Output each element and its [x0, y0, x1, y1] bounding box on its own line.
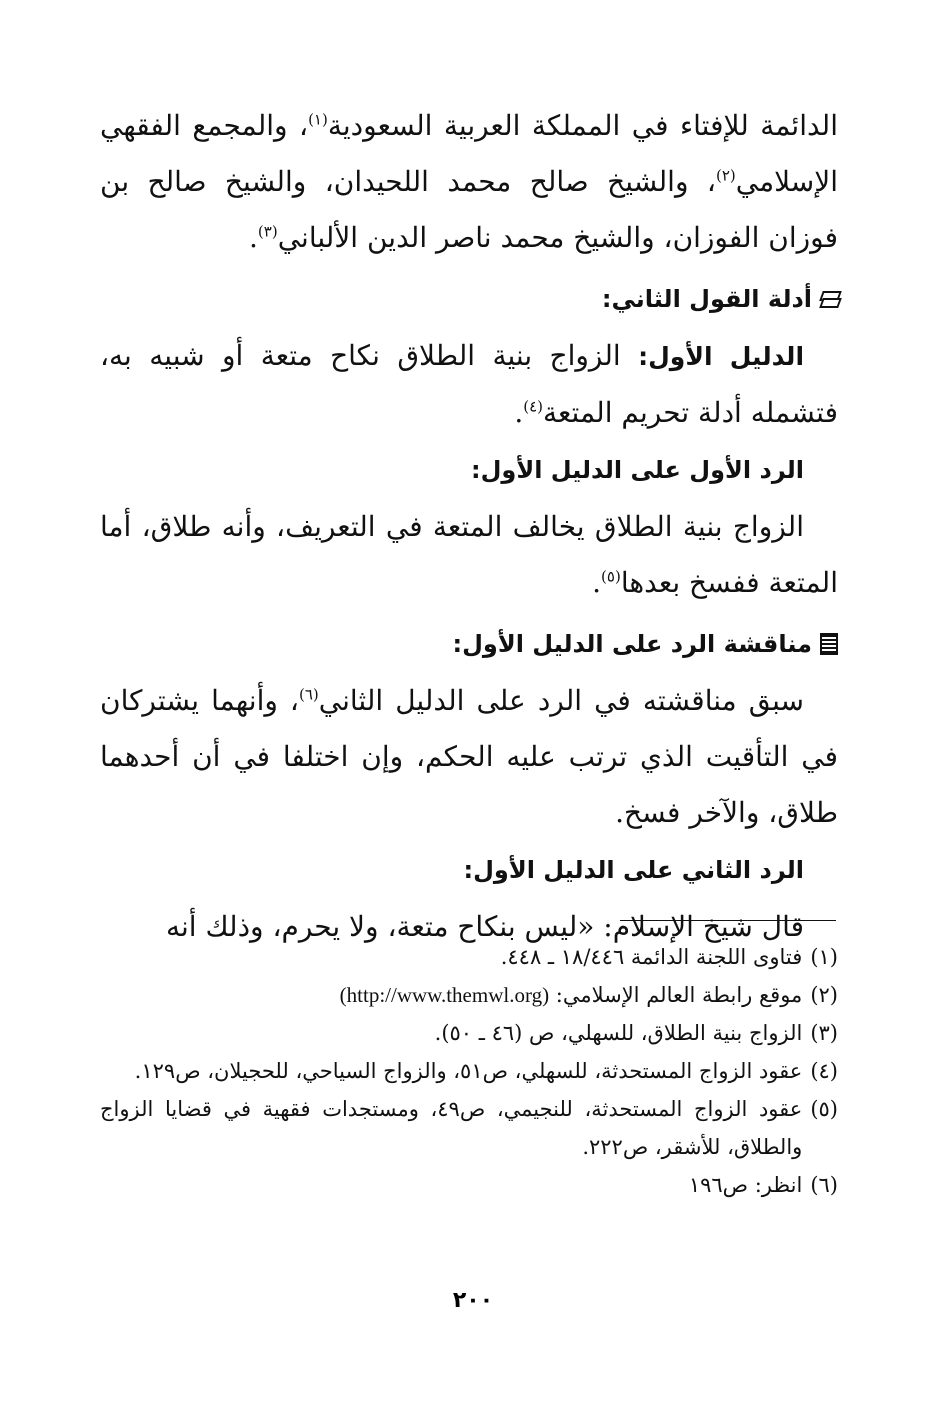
footnote-6: [100, 1166, 838, 1204]
footnote-3: [100, 1014, 838, 1052]
footnote-number: (٢): [810, 983, 838, 1007]
section-heading-text: أدلة القول الثاني:: [601, 285, 812, 313]
intro-part3: ، والشيخ صالح محمد اللحيدان، والشيخ صالح بن فوزان الفوزان، والشيخ محمد ناصر الدين الألباني: [100, 165, 838, 254]
footnote-4: [100, 1052, 838, 1090]
intro-part1: الدائمة للإفتاء في المملكة العربية السعودية: [327, 109, 838, 142]
footnote-text: الزواج بنية الطلاق، للسهلي، ص (٤٦ ـ ٥٠).: [434, 1021, 803, 1045]
footnotes: [100, 938, 838, 1204]
intro-part2: ، والمجمع الفقهي الإسلامي: [100, 109, 838, 198]
footnote-ref-5[interactable]: (٥): [601, 567, 621, 586]
reply1-heading: الرد الأول على الدليل الأول:: [471, 456, 804, 484]
discussion-paragraph: [100, 673, 838, 841]
reply2-paragraph: قال شيخ الإسلام: «ليس بنكاح متعة، ولا يحرم، وذلك أنه: [165, 910, 804, 943]
footnote-text: انظر: ص١٩٦: [688, 1173, 803, 1197]
footnote-number: (٥): [810, 1097, 838, 1121]
footnote-text: [100, 976, 802, 1014]
footnote-number: (٦): [810, 1173, 838, 1197]
footnote-text: فتاوى اللجنة الدائمة ١٨/٤٤٦ ـ ٤٤٨.: [500, 945, 803, 969]
footnote-5: [100, 1090, 838, 1166]
evidence1-text: الزواج بنية الطلاق نكاح متعة أو شبيه به، فتشمله أدلة تحريم المتعة: [100, 339, 838, 429]
footnote-number: (١): [810, 945, 838, 969]
footnote-ref-3[interactable]: (٣): [257, 222, 278, 241]
discussion-heading: [100, 615, 838, 673]
website-link[interactable]: (http://www.themwl.org): [339, 983, 550, 1007]
footnote-number: (٣): [810, 1021, 838, 1045]
evidence1-paragraph: [100, 328, 838, 441]
footnote-ref-4[interactable]: (٤): [523, 397, 544, 416]
evidence1-label: الدليل الأول:: [638, 342, 805, 371]
footnote-2-label: موقع رابطة العالم الإسلامي:: [549, 983, 803, 1007]
footnote-2: [100, 976, 838, 1014]
reply1-text: الزواج بنية الطلاق يخالف المتعة في التعريف، وأنه طلاق، أما المتعة ففسخ بعدها: [100, 510, 838, 599]
footnote-text: عقود الزواج المستحدثة، للنجيمي، ص٤٩، ومستجدات فقهية في قضايا الزواج والطلاق، للأشقر، ص٢٢٢.: [100, 1097, 803, 1159]
section-heading: [100, 270, 838, 328]
discussion-text-a: سبق مناقشته في الرد على الدليل الثاني: [318, 684, 804, 717]
footnote-divider: [620, 920, 836, 921]
footnote-1: [100, 938, 838, 976]
intro-end: .: [249, 221, 258, 254]
reply2-heading: الرد الثاني على الدليل الأول:: [463, 856, 804, 884]
page-body: [100, 98, 838, 955]
footnote-text: عقود الزواج المستحدثة، للسهلي، ص٥١، والزواج السياحي، للحجيلان، ص١٢٩.: [134, 1059, 803, 1083]
reply1-end: .: [592, 566, 602, 599]
footnote-ref-2[interactable]: (٢): [715, 166, 736, 185]
intro-paragraph: [100, 98, 838, 266]
page-number: ٢٠٠: [452, 1288, 494, 1313]
layers-icon: [820, 290, 838, 308]
footnote-number: (٤): [810, 1059, 838, 1083]
discussion-heading-text: مناقشة الرد على الدليل الأول:: [452, 630, 812, 658]
book-icon: [820, 633, 838, 655]
discussion-text-b: ، وأنهما يشتركان في التأقيت الذي ترتب عليه الحكم، وإن اختلفا في أن أحدهما طلاق، والآخر فسخ.: [100, 684, 838, 829]
footnote-ref-1[interactable]: (١): [308, 110, 328, 129]
footnote-ref-6[interactable]: (٦): [298, 685, 319, 704]
reply1-paragraph: [100, 499, 838, 611]
evidence1-end: .: [514, 396, 524, 429]
